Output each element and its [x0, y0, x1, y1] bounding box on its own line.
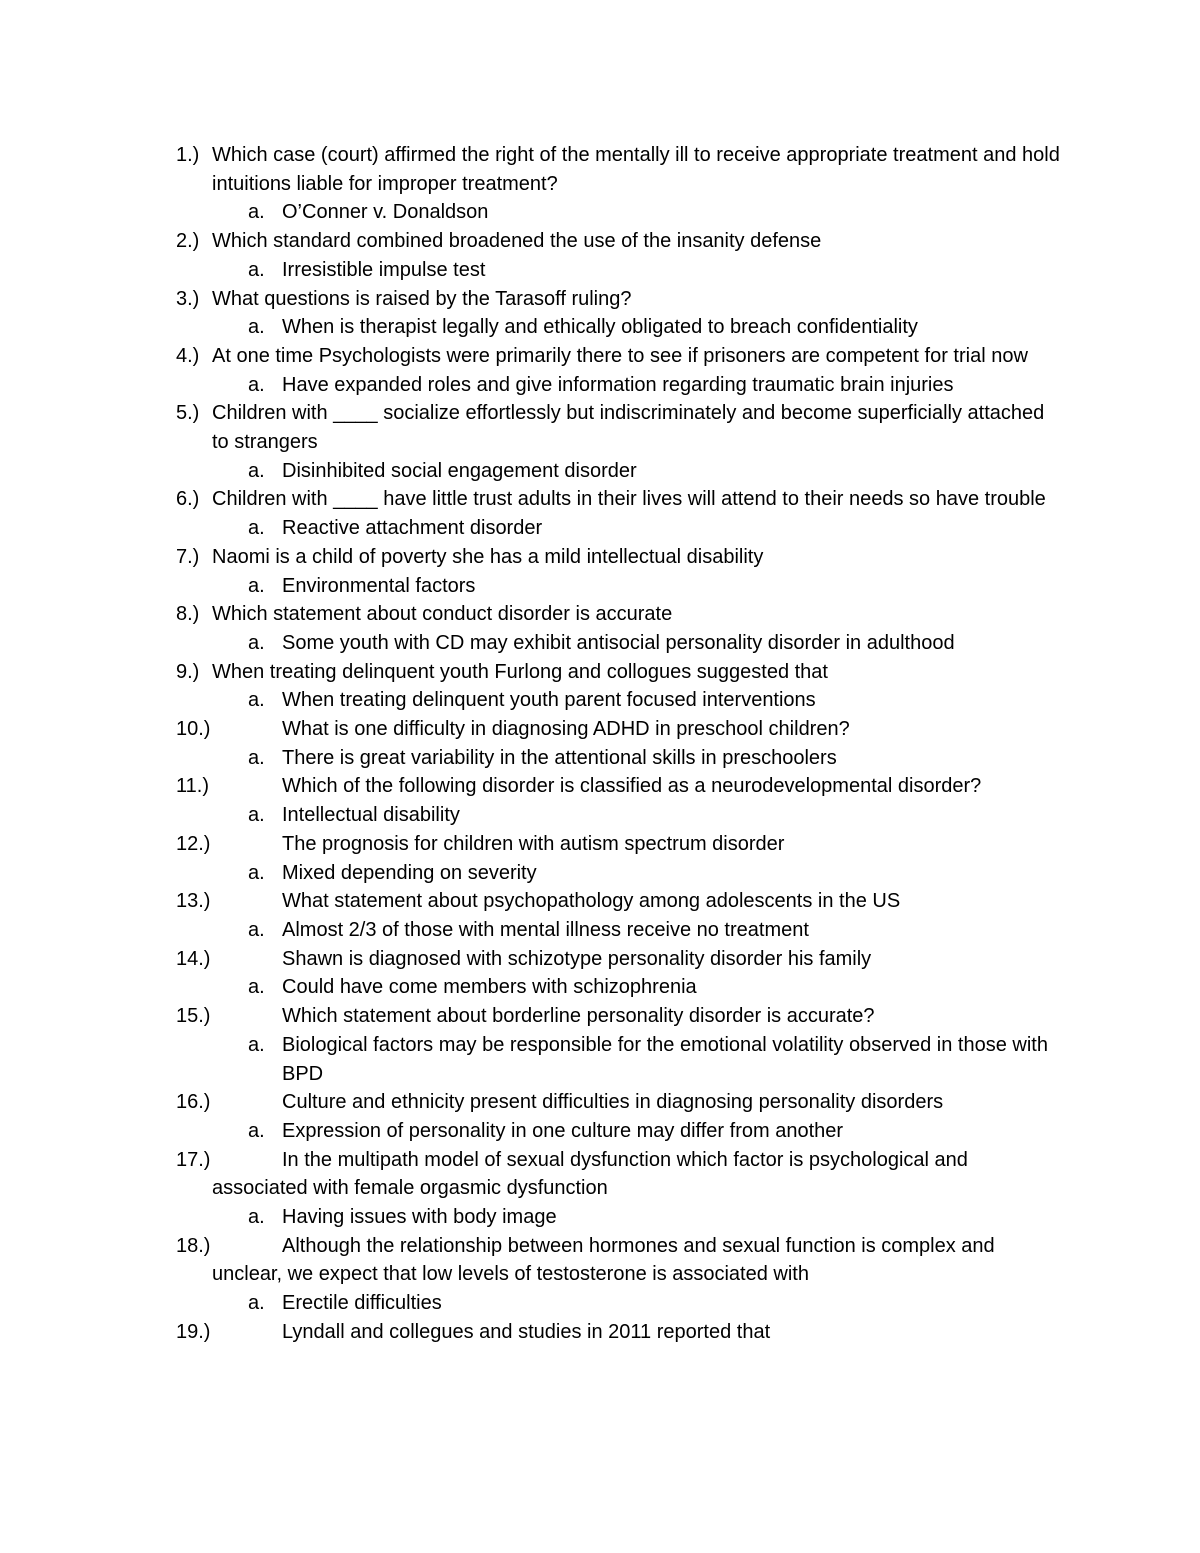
list-item: [0, 600, 1200, 657]
list-item: [0, 945, 1200, 1002]
question-number: 1.): [176, 144, 200, 166]
answer-text: Disinhibited social engagement disorder: [282, 459, 637, 482]
list-item: [0, 887, 1200, 944]
answer: [0, 973, 1062, 1002]
question-number: 7.): [176, 545, 200, 568]
question: [0, 1146, 1062, 1203]
question-text: Naomi is a child of poverty she has a mild intellectual disability: [212, 545, 764, 568]
answer: [0, 198, 1062, 227]
question-text: What is one difficulty in diagnosing ADHD in preschool children?: [282, 718, 850, 741]
answer-letter: a.: [248, 689, 265, 712]
question-text: The prognosis for children with autism spectrum disorder: [282, 832, 785, 855]
list-item: [0, 285, 1200, 342]
answer-letter: a.: [248, 918, 265, 941]
question-text: Culture and ethnicity present difficulties in diagnosing personality disorders: [282, 1091, 944, 1114]
question-number: 17.): [176, 1148, 211, 1171]
list-item: [0, 772, 1200, 829]
question-number: 16.): [176, 1091, 211, 1114]
answer-letter: a.: [248, 258, 265, 281]
answer-text: There is great variability in the attentional skills in preschoolers: [282, 746, 837, 769]
answer-text: Having issues with body image: [282, 1206, 557, 1229]
answer: [0, 1203, 1062, 1232]
question-number: 14.): [176, 947, 211, 970]
answer: [0, 859, 1062, 888]
list-item: [0, 141, 1200, 227]
question: [0, 342, 1062, 371]
question-text: Although the relationship between hormones and sexual function is complex and unclear, we expect that low levels of testosterone is associated with: [212, 1234, 995, 1286]
question: [0, 1002, 1062, 1031]
question-number: 12.): [176, 832, 211, 855]
answer-text: Intellectual disability: [282, 804, 460, 827]
answer-text: Could have come members with schizophrenia: [282, 976, 697, 999]
question: [0, 830, 1062, 859]
answer-letter: a.: [248, 1033, 265, 1056]
question: [0, 887, 1062, 916]
answer-letter: a.: [248, 1119, 265, 1142]
list-item: [0, 715, 1200, 772]
answer: [0, 313, 1062, 342]
question-number: 4.): [176, 344, 200, 367]
question: [0, 285, 1062, 314]
answer-text: Some youth with CD may exhibit antisocial personality disorder in adulthood: [282, 631, 955, 654]
question: [0, 543, 1062, 572]
answer-letter: a.: [248, 631, 265, 654]
answer-letter: a.: [248, 201, 265, 224]
answer-text: Erectile difficulties: [282, 1292, 442, 1315]
question-number: 10.): [176, 718, 211, 741]
question-number: 5.): [176, 402, 200, 425]
answer-letter: a.: [248, 316, 265, 339]
question-text: Which of the following disorder is classified as a neurodevelopmental disorder?: [282, 775, 982, 798]
question-text: Which standard combined broadened the use of the insanity defense: [212, 230, 822, 253]
answer-text: Reactive attachment disorder: [282, 517, 543, 540]
list-item: [0, 1318, 1200, 1347]
answer-text: Mixed depending on severity: [282, 861, 537, 884]
list-item: [0, 1146, 1200, 1232]
answer-letter: a.: [248, 976, 265, 999]
answer: [0, 916, 1062, 945]
question: [0, 772, 1062, 801]
list-item: [0, 1232, 1200, 1318]
answer: [0, 1117, 1062, 1146]
question-number: 18.): [176, 1234, 211, 1257]
answer-text: O’Conner v. Donaldson: [282, 201, 489, 224]
question-number: 2.): [176, 230, 200, 253]
answer: [0, 744, 1062, 773]
question-number: 3.): [176, 287, 200, 310]
question: [0, 227, 1062, 256]
question-number: 13.): [176, 890, 211, 913]
answer: [0, 371, 1062, 400]
question: [0, 715, 1062, 744]
answer-text: When is therapist legally and ethically obligated to breach confidentiality: [282, 316, 918, 339]
question-text: Which statement about borderline personality disorder is accurate?: [282, 1005, 875, 1028]
question-text: At one time Psychologists were primarily there to see if prisoners are competent for trial now: [212, 344, 1028, 367]
question: [0, 1232, 1062, 1289]
answer-text: Expression of personality in one culture may differ from another: [282, 1119, 844, 1142]
answer-letter: a.: [248, 373, 265, 396]
list-item: [0, 399, 1200, 485]
question: [0, 945, 1062, 974]
list-item: [0, 227, 1200, 284]
question-text: What questions is raised by the Tarasoff ruling?: [212, 287, 632, 310]
answer: [0, 801, 1062, 830]
list-item: [0, 342, 1200, 399]
list-item: [0, 1002, 1200, 1088]
answer: [0, 1031, 1062, 1088]
answer: [0, 686, 1062, 715]
answer: [0, 572, 1062, 601]
answer-letter: a.: [248, 1206, 265, 1229]
question: [0, 141, 1062, 198]
question-number: 15.): [176, 1005, 211, 1028]
answer-text: Have expanded roles and give information regarding traumatic brain injuries: [282, 373, 954, 396]
question-number: 19.): [176, 1320, 211, 1343]
question-text: Which statement about conduct disorder is accurate: [212, 603, 673, 626]
answer-text: Biological factors may be responsible for the emotional volatility observed in those with BPD: [282, 1033, 1048, 1085]
question-text: Children with ____ socialize effortlessly but indiscriminately and become superficially attached to strangers: [212, 402, 1045, 454]
question-number: 8.): [176, 603, 200, 626]
answer: [0, 256, 1062, 285]
answer-letter: a.: [248, 574, 265, 597]
question: [0, 1088, 1062, 1117]
answer-letter: a.: [248, 804, 265, 827]
answer: [0, 514, 1062, 543]
answer: [0, 457, 1062, 486]
question-number: 6.): [176, 488, 200, 511]
question-list: [0, 141, 1200, 1347]
answer: [0, 1289, 1062, 1318]
question-text: Which case (court) affirmed the right of the mentally ill to receive appropriate treatment and hold intuitions liable for improper treatment?: [212, 144, 1060, 195]
question-text: What statement about psychopathology among adolescents in the US: [282, 890, 901, 913]
answer: [0, 629, 1062, 658]
answer-text: Irresistible impulse test: [282, 258, 486, 281]
question: [0, 658, 1062, 687]
answer-letter: a.: [248, 746, 265, 769]
list-item: [0, 830, 1200, 887]
answer-text: When treating delinquent youth parent focused interventions: [282, 689, 816, 712]
answer-letter: a.: [248, 517, 265, 540]
list-item: [0, 658, 1200, 715]
question: [0, 399, 1062, 456]
answer-letter: a.: [248, 1292, 265, 1315]
question-text: Shawn is diagnosed with schizotype personality disorder his family: [282, 947, 872, 970]
answer-text: Almost 2/3 of those with mental illness receive no treatment: [282, 918, 809, 941]
question-text: Children with ____ have little trust adults in their lives will attend to their needs so have trouble: [212, 488, 1046, 511]
question-text: When treating delinquent youth Furlong and collogues suggested that: [212, 660, 828, 683]
list-item: [0, 485, 1200, 542]
answer-letter: a.: [248, 459, 265, 482]
question-number: 11.): [176, 775, 209, 798]
question: [0, 1318, 1062, 1347]
answer-letter: a.: [248, 861, 265, 884]
question: [0, 600, 1062, 629]
question-text: In the multipath model of sexual dysfunction which factor is psychological and associated with female orgasmic dysfunction: [212, 1148, 968, 1200]
answer-text: Environmental factors: [282, 574, 476, 597]
list-item: [0, 1088, 1200, 1145]
question: [0, 485, 1062, 514]
list-item: [0, 543, 1200, 600]
question-text: Lyndall and collegues and studies in 2011 reported that: [282, 1320, 771, 1343]
question-number: 9.): [176, 660, 200, 683]
